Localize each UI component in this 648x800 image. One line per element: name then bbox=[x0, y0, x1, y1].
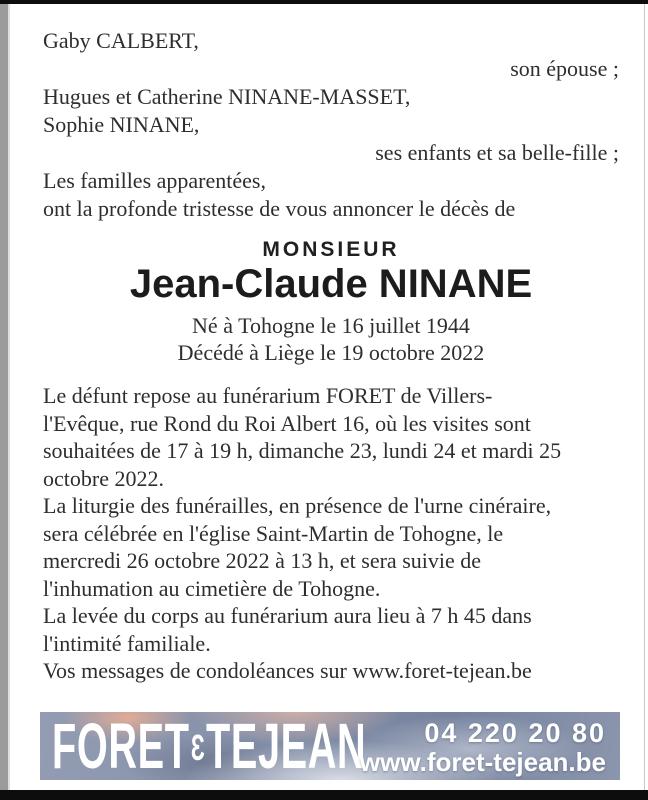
notice-content bbox=[43, 27, 619, 685]
body-line: mercredi 26 octobre 2022 à 13 h, et sera suivie de bbox=[43, 548, 482, 573]
deceased-title-block bbox=[43, 238, 619, 366]
body-line: l'Evêque, rue Rond du Roi Albert 16, où les visites sont bbox=[43, 410, 531, 436]
relative-name-line: Gaby CALBERT, bbox=[43, 28, 199, 53]
body-line: sera célébrée en l'église Saint-Martin de Tohogne, le bbox=[43, 520, 504, 546]
logo-word-tejean: TEJEAN bbox=[206, 712, 367, 780]
body-line: La liturgie des funérailles, en présence de l'urne cinéraire, bbox=[43, 493, 552, 518]
birth-date-line: Né à Tohogne le 16 juillet 1944 bbox=[192, 313, 470, 338]
funeral-details-block bbox=[43, 382, 619, 685]
body-line: l'intimité familiale. bbox=[43, 630, 211, 656]
relative-name-line: Hugues et Catherine NINANE-MASSET, bbox=[43, 84, 411, 109]
civility-label: MONSIEUR bbox=[262, 238, 400, 261]
relationship-line: son épouse ; bbox=[510, 56, 619, 81]
body-line: La levée du corps au funérarium aura lieu à 7 h 45 dans bbox=[43, 603, 532, 628]
bottom-frame-bar bbox=[0, 790, 648, 800]
announcement-line: ont la profonde tristesse de vous annoncer le décès de bbox=[43, 196, 516, 221]
funeral-home-banner bbox=[40, 712, 620, 780]
body-line: souhaitées de 17 à 19 h, dimanche 23, lundi 24 et mardi 25 bbox=[43, 438, 562, 463]
relationship-line: ses enfants et sa belle-fille ; bbox=[375, 140, 619, 165]
top-frame-bar bbox=[0, 0, 648, 4]
condolences-line: Vos messages de condoléances sur www.foret-tejean.be bbox=[43, 658, 532, 683]
logo-word-foret: FORET bbox=[52, 712, 190, 780]
right-edge-line bbox=[644, 4, 645, 790]
death-date-line: Décédé à Liège le 19 octobre 2022 bbox=[177, 340, 485, 365]
banner-contact-block bbox=[360, 719, 606, 776]
website-url: www.foret-tejean.be bbox=[359, 747, 606, 777]
deceased-name: Jean-Claude NINANE bbox=[129, 262, 533, 306]
left-edge-strip bbox=[0, 4, 10, 790]
funeral-home-logo bbox=[52, 714, 366, 778]
relative-name-line: Les familles apparentées, bbox=[43, 168, 266, 193]
ampersand-icon: Ɛ bbox=[190, 727, 205, 768]
body-line: octobre 2022. bbox=[43, 465, 164, 491]
body-line: l'inhumation au cimetière de Tohogne. bbox=[43, 575, 381, 601]
body-line: Le défunt repose au funérarium FORET de Villers- bbox=[43, 383, 493, 408]
phone-number: 04 220 20 80 bbox=[424, 718, 606, 748]
relative-name-line: Sophie NINANE, bbox=[43, 112, 200, 137]
